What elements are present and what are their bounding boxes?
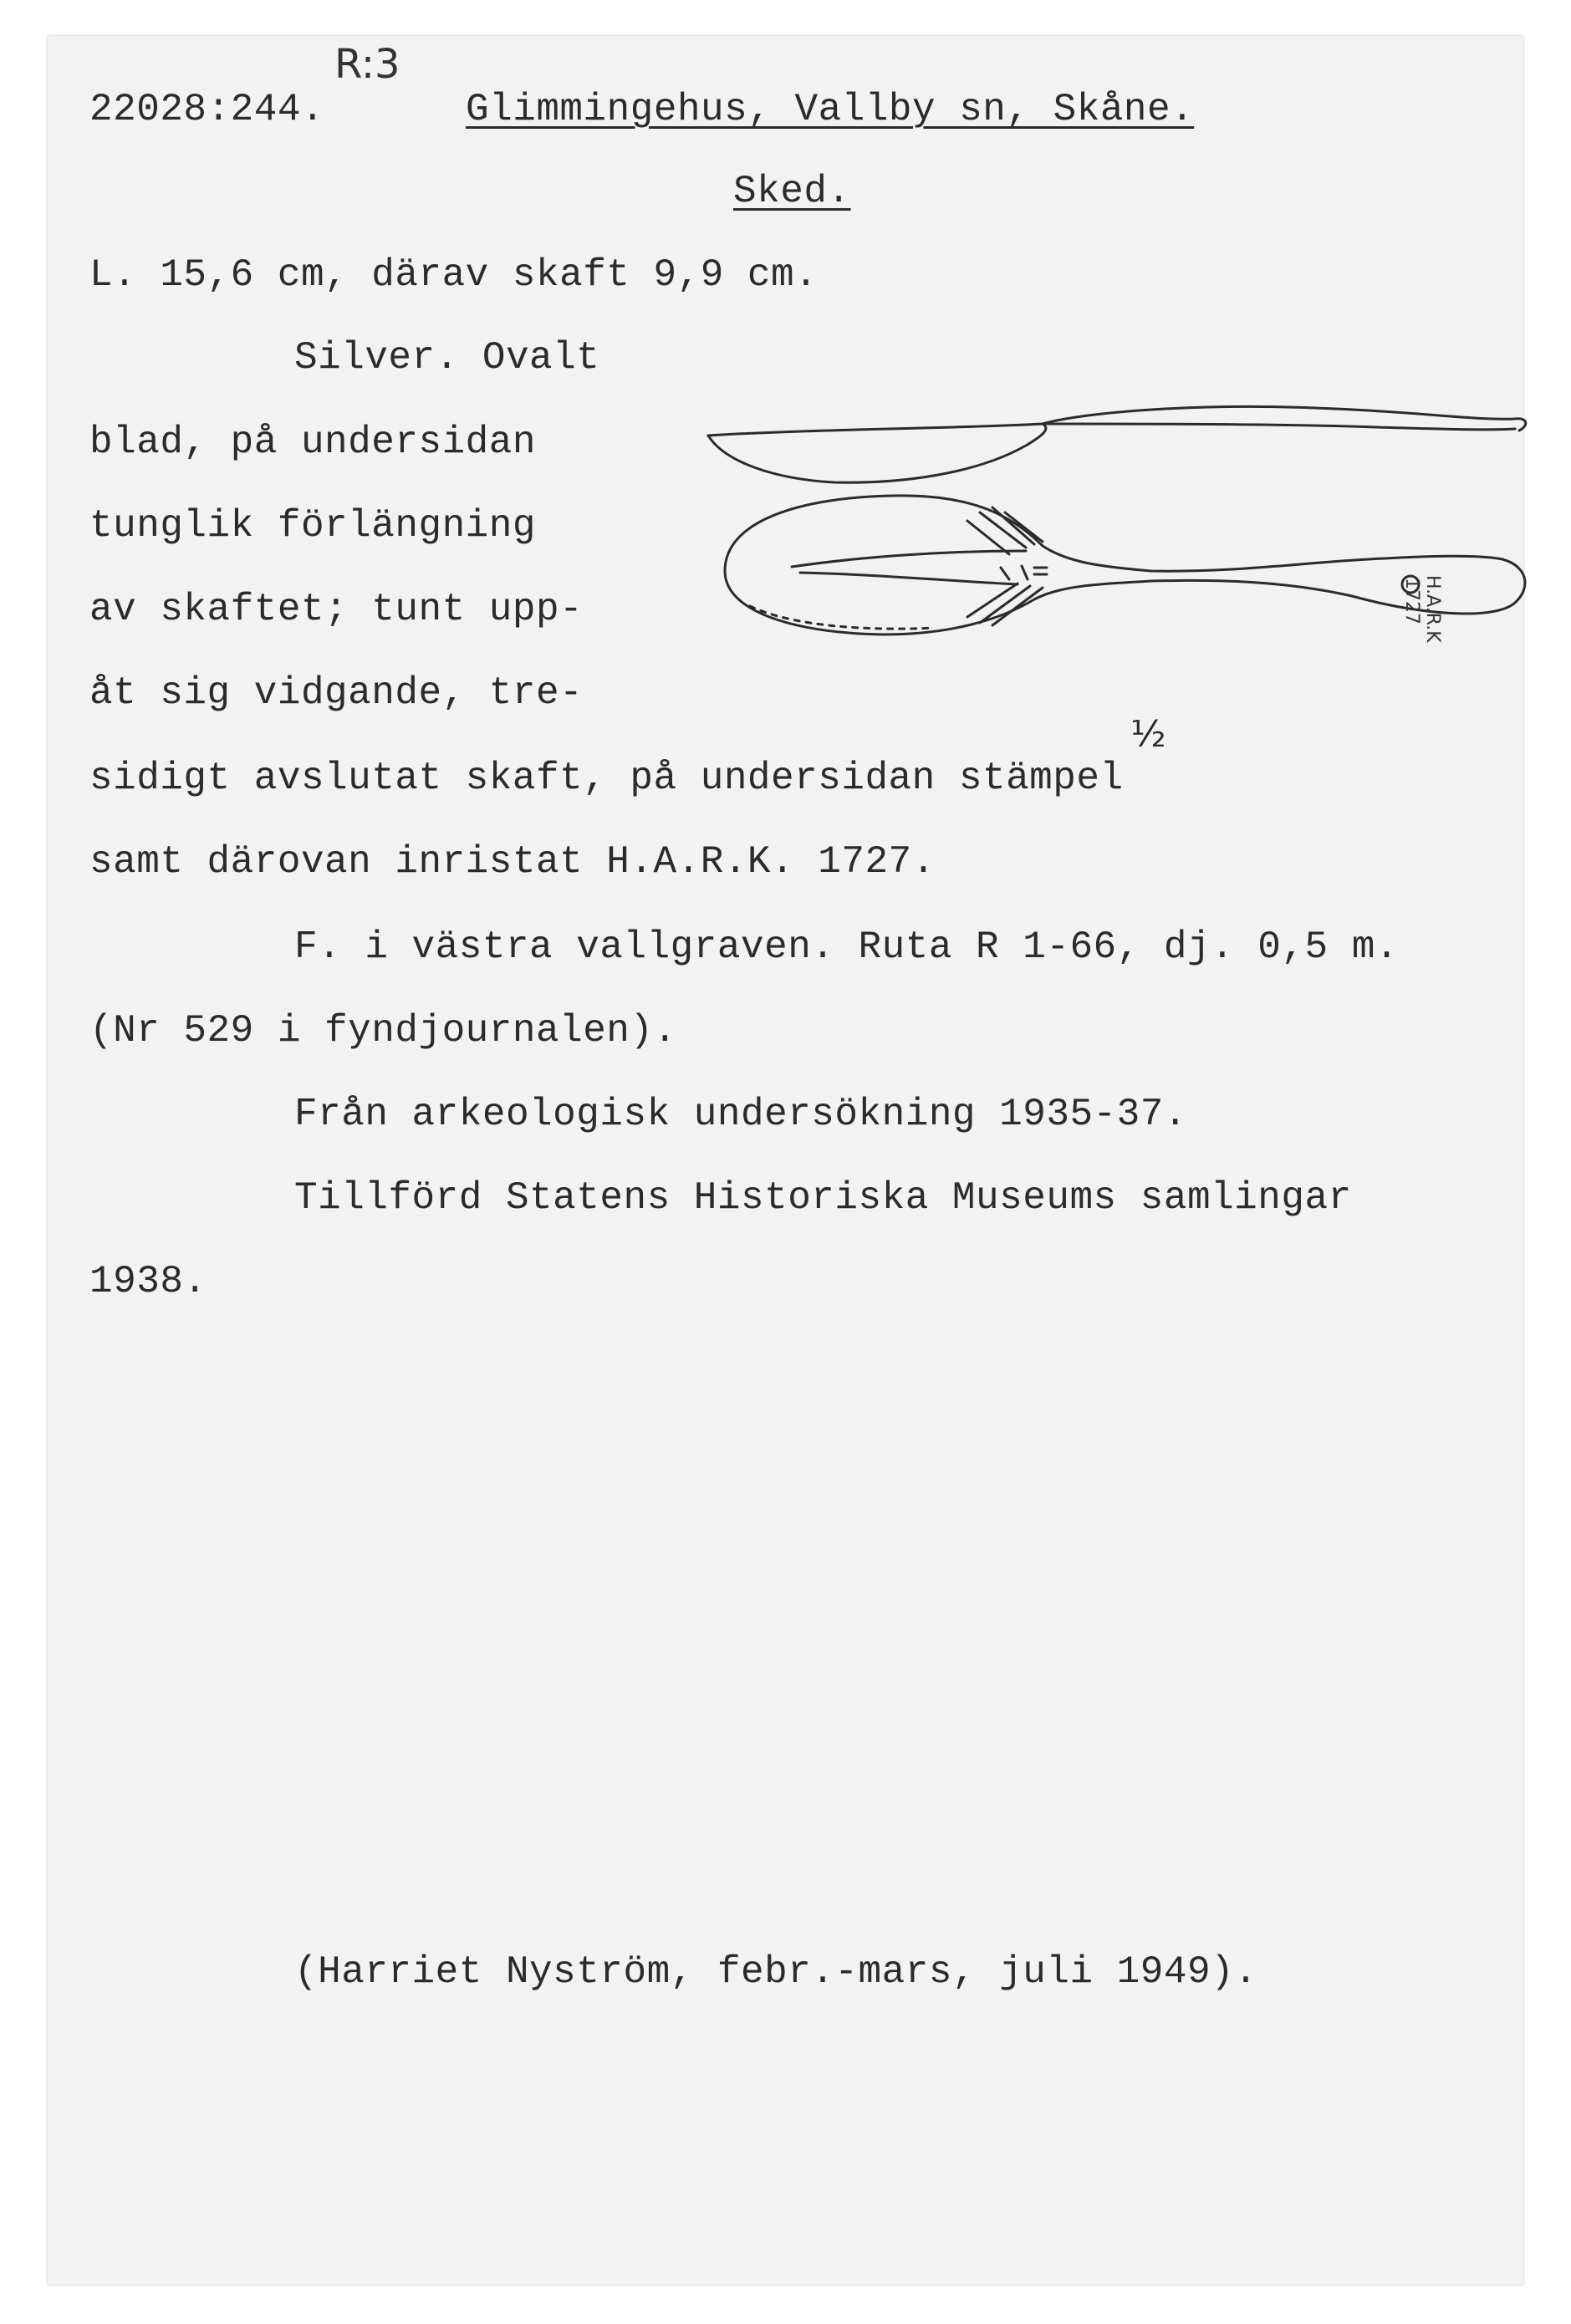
author-credit: (Harriet Nyström, febr.-mars, juli 1949). bbox=[294, 1950, 1258, 1994]
spoon-drawing bbox=[700, 395, 1544, 747]
location-heading: Glimmingehus, Vallby sn, Skåne. bbox=[466, 88, 1195, 131]
excavation-origin: Från arkeologisk undersökning 1935-37. bbox=[294, 1093, 1187, 1136]
description-line: tunglik förlängning bbox=[89, 504, 536, 548]
measurements: L. 15,6 cm, därav skaft 9,9 cm. bbox=[89, 253, 819, 297]
handwritten-note: R:3 bbox=[334, 41, 400, 88]
object-name: Sked. bbox=[733, 170, 851, 213]
description-line: av skaftet; tunt upp- bbox=[89, 588, 584, 631]
description-line: sidigt avslutat skaft, på undersidan stämpel bbox=[89, 757, 1124, 800]
catalog-card bbox=[48, 36, 1523, 2285]
handle-inscription: H.A.R.K bbox=[1422, 575, 1443, 643]
handle-inscription-year: 1727 bbox=[1401, 578, 1422, 624]
spoon-side-view-icon bbox=[708, 406, 1526, 482]
scale-label: ½ bbox=[1130, 713, 1166, 747]
accession-line: Tillförd Statens Historiska Museums samlingar bbox=[294, 1176, 1352, 1220]
find-journal-ref: (Nr 529 i fyndjournalen). bbox=[89, 1009, 677, 1052]
catalog-number: 22028:244. bbox=[89, 88, 325, 131]
description-line: åt sig vidgande, tre- bbox=[89, 671, 584, 715]
description-line: blad, på undersidan bbox=[89, 420, 536, 464]
find-location: F. i västra vallgraven. Ruta R 1-66, dj. 0,5 m. bbox=[294, 925, 1399, 969]
description-line: Silver. Ovalt bbox=[294, 336, 600, 380]
description-line: samt därovan inristat H.A.R.K. 1727. bbox=[89, 840, 936, 884]
accession-year: 1938. bbox=[89, 1260, 207, 1303]
